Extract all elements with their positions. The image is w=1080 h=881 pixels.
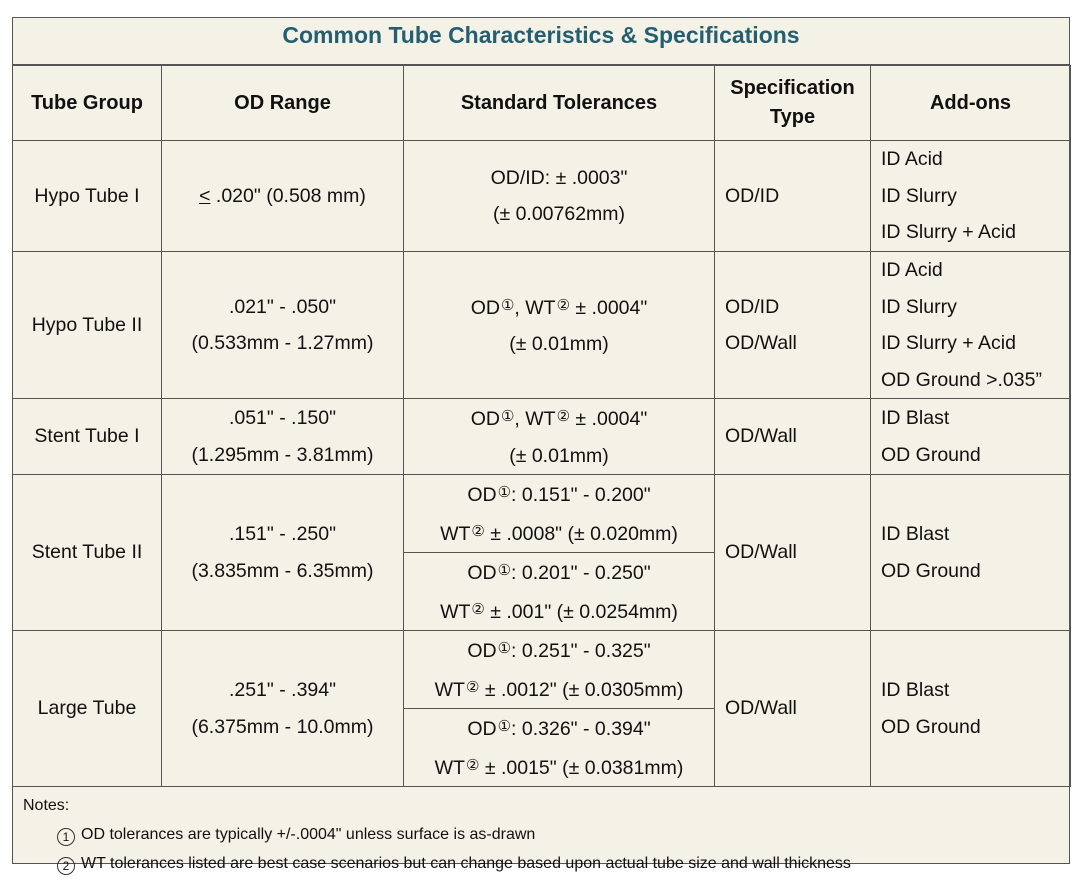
tolerance-cell <box>404 141 715 252</box>
note-2-mark: ② <box>465 756 480 774</box>
addon-item: ID Acid <box>881 148 943 171</box>
note-2-mark: ② <box>471 600 485 618</box>
tolerance-line <box>404 709 714 748</box>
tolerance-value: ± .001" (± 0.0254mm) <box>484 600 678 623</box>
spec-sheet <box>12 17 1070 873</box>
spec-type-cell <box>715 399 871 475</box>
note-1-mark: ① <box>497 562 512 579</box>
od-range-line: .251" - .394" <box>228 679 337 701</box>
tolerance-split <box>404 631 714 786</box>
tolerance-part <box>404 631 714 708</box>
addons-cell <box>871 141 1071 252</box>
tolerance-line <box>404 288 714 327</box>
note-2-mark: ② <box>556 296 571 314</box>
tolerance-value: : 0.251" - 0.325" <box>511 640 651 662</box>
tolerance-value: ± .0004" <box>570 296 648 319</box>
od-label: OD <box>467 718 497 740</box>
tolerance-part <box>404 552 714 630</box>
tolerance-cell <box>404 252 715 399</box>
tolerance-part <box>404 475 714 552</box>
tolerance-line: (± 0.01mm) <box>509 333 609 355</box>
tolerance-line <box>404 553 714 592</box>
od-range-line: .051" - .150" <box>228 407 337 429</box>
od-label: OD <box>470 296 500 319</box>
tolerance-value: ± .0012" (± 0.0305mm) <box>479 678 684 701</box>
addon-item: OD Ground <box>881 443 981 466</box>
tolerance-line <box>404 670 714 709</box>
header-tube-group: Tube Group <box>13 66 162 141</box>
page-title: Common Tube Characteristics & Specifications <box>13 18 1069 65</box>
tolerance-value: ± .0008" (± 0.020mm) <box>484 522 678 545</box>
spec-type-value: OD/Wall <box>725 541 797 564</box>
od-label: OD <box>467 562 497 584</box>
wt-label: WT <box>434 756 465 779</box>
od-range-cell <box>162 141 404 252</box>
spec-table <box>12 65 1071 787</box>
tube-group-cell: Large Tube <box>13 631 162 787</box>
addon-item: OD Ground <box>881 559 981 582</box>
wt-label: WT <box>440 522 471 545</box>
od-range-line: (1.295mm - 3.81mm) <box>191 443 374 466</box>
wt-label: WT <box>434 678 465 701</box>
note-1-mark: ① <box>500 296 515 314</box>
note-text: WT tolerances listed are best case scenarios but can change based upon actual tube size and wall thickness <box>81 855 851 872</box>
note-1-mark: ① <box>497 640 512 657</box>
tolerance-value: ± .0015" (± 0.0381mm) <box>479 756 684 779</box>
table-row <box>13 252 1071 399</box>
header-spec-type-line2: Type <box>769 106 816 128</box>
od-range-line: .151" - .250" <box>228 523 337 545</box>
od-range-cell <box>162 631 404 787</box>
od-range-line: (3.835mm - 6.35mm) <box>191 559 374 582</box>
header-spec-type <box>715 66 871 141</box>
od-range-value: .020" (0.508 mm) <box>210 184 366 207</box>
tolerance-value: : 0.151" - 0.200" <box>511 484 651 506</box>
table-header-row <box>13 66 1071 141</box>
spec-type-value: OD/Wall <box>725 697 797 720</box>
note-item <box>23 849 1069 878</box>
table-row <box>13 141 1071 252</box>
note-number: 2 <box>57 857 75 875</box>
addon-item: ID Blast <box>881 523 950 545</box>
tube-group-cell: Stent Tube I <box>13 399 162 475</box>
tolerance-cell <box>404 399 715 475</box>
tolerance-line <box>404 399 714 438</box>
tolerance-value: : 0.201" - 0.250" <box>511 562 651 584</box>
spec-type-value: OD/Wall <box>725 332 797 354</box>
od-label: OD <box>467 640 497 662</box>
addon-item: ID Blast <box>881 407 950 429</box>
spec-type-cell <box>715 631 871 787</box>
tolerance-split <box>404 475 714 630</box>
table-row <box>13 475 1071 631</box>
tolerance-part <box>404 708 714 786</box>
note-number: 1 <box>57 828 75 846</box>
note-item <box>23 820 1069 849</box>
note-text: OD tolerances are typically +/-.0004" unless surface is as-drawn <box>81 826 536 843</box>
notes-section <box>13 787 1069 875</box>
note-1-mark: ① <box>500 408 515 425</box>
od-range-cell <box>162 252 404 399</box>
spec-type-value: OD/Wall <box>725 425 797 448</box>
tube-group-cell: Hypo Tube I <box>13 141 162 252</box>
wt-label: , WT <box>514 408 556 430</box>
addon-item: OD Ground >.035” <box>881 368 1042 391</box>
table-row <box>13 399 1071 475</box>
od-range-line: (0.533mm - 1.27mm) <box>191 332 374 354</box>
addon-item: ID Acid <box>881 259 943 281</box>
spec-type-cell <box>715 252 871 399</box>
tolerance-cell <box>404 475 715 631</box>
addon-item: ID Slurry <box>881 184 957 207</box>
addons-cell <box>871 252 1071 399</box>
od-range-cell <box>162 399 404 475</box>
note-2-mark: ② <box>465 678 480 696</box>
addon-item: ID Blast <box>881 679 950 701</box>
note-1-mark: ① <box>497 484 512 501</box>
spec-type-value: OD/ID <box>725 184 780 207</box>
wt-label: WT <box>440 600 471 623</box>
tolerance-line <box>404 631 714 670</box>
tolerance-line: OD/ID: ± .0003" <box>490 166 628 189</box>
tolerance-value: ± .0004" <box>570 408 648 430</box>
od-range-line: .021" - .050" <box>228 295 337 318</box>
tolerance-line: (± 0.01mm) <box>509 444 609 467</box>
od-label: OD <box>470 408 500 430</box>
note-2-mark: ② <box>471 522 485 540</box>
od-range-line <box>162 178 403 215</box>
od-range-cell <box>162 475 404 631</box>
tolerance-cell <box>404 631 715 787</box>
addons-cell <box>871 475 1071 631</box>
tolerance-line: (± 0.00762mm) <box>492 203 626 225</box>
header-addons: Add-ons <box>871 66 1071 141</box>
header-od-range: OD Range <box>162 66 404 141</box>
addon-item: OD Ground <box>881 715 981 738</box>
addons-cell <box>871 631 1071 787</box>
tube-group-cell: Hypo Tube II <box>13 252 162 399</box>
od-label: OD <box>467 484 497 506</box>
od-range-line: (6.375mm - 10.0mm) <box>191 715 374 738</box>
header-spec-type-line1: Specification <box>730 77 855 99</box>
note-2-mark: ② <box>556 408 571 425</box>
addons-cell <box>871 399 1071 475</box>
spec-type-value: OD/ID <box>725 295 780 318</box>
table-row <box>13 631 1071 787</box>
addon-item: ID Slurry + Acid <box>881 332 1016 354</box>
tolerance-line <box>404 475 714 514</box>
notes-label: Notes: <box>23 797 70 814</box>
tolerance-line <box>404 748 714 787</box>
note-1-mark: ① <box>497 718 512 735</box>
addon-item: ID Slurry <box>881 295 957 318</box>
addon-item: ID Slurry + Acid <box>881 221 1016 244</box>
le-symbol: < <box>199 184 211 207</box>
tube-group-cell: Stent Tube II <box>13 475 162 631</box>
spec-type-cell <box>715 475 871 631</box>
tolerance-line <box>404 592 714 631</box>
tolerance-value: : 0.326" - 0.394" <box>511 718 651 740</box>
wt-label: , WT <box>514 296 556 319</box>
spec-type-cell <box>715 141 871 252</box>
tolerance-line <box>404 514 714 553</box>
header-tolerances: Standard Tolerances <box>404 66 715 141</box>
